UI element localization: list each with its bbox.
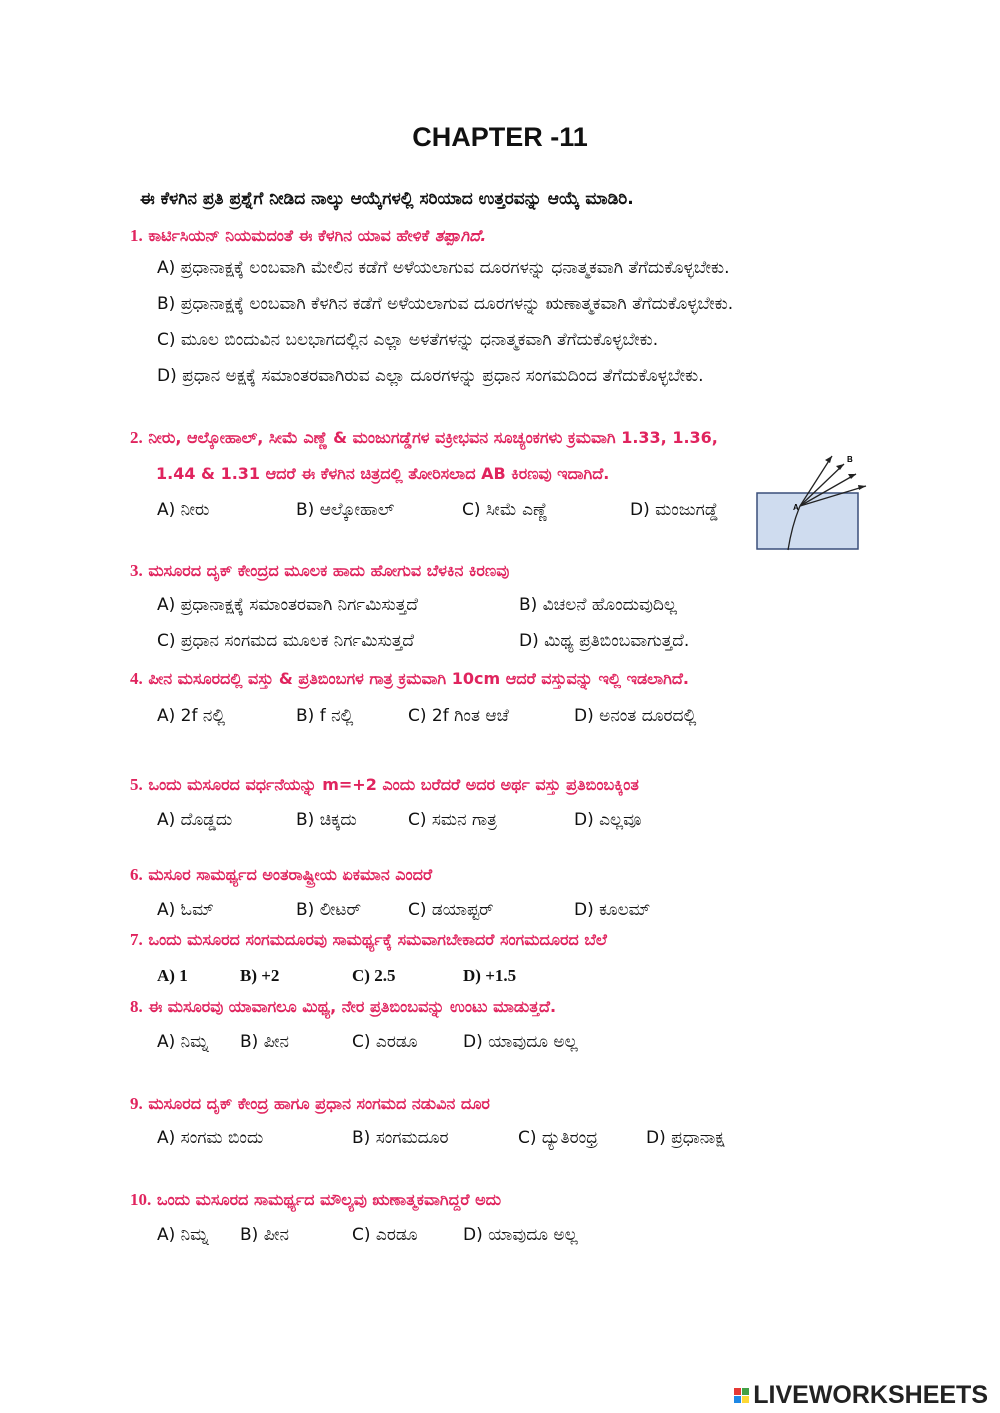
question-number: 1. [130,226,143,245]
chapter-title: CHAPTER -11 [412,122,588,152]
q3-option-d[interactable]: D) ಮಿಥ್ಯ ಪ್ರತಿಬಿಂಬವಾಗುತ್ತದೆ. [519,631,690,651]
question-number: 9. [130,1094,143,1113]
question-8 [130,997,556,1017]
q6-option-a[interactable]: A) ಓಮ್ [157,900,214,920]
question-4 [130,669,689,689]
q5-option-d[interactable]: D) ಎಲ್ಲವೂ [574,810,642,830]
q10-option-c[interactable]: C) ಎರಡೂ [352,1225,418,1245]
q5-option-b[interactable]: B) ಚಿಕ್ಕದು [296,810,357,830]
q6-option-b[interactable]: B) ಲೀಟರ್ [296,900,362,920]
point-b-label: B [847,455,853,464]
q10-option-d[interactable]: D) ಯಾವುದೂ ಅಲ್ಲ [463,1225,578,1245]
q3-option-c[interactable]: C) ಪ್ರಧಾನ ಸಂಗಮದ ಮೂಲಕ ನಿರ್ಗಮಿಸುತ್ತದೆ [157,631,415,651]
q5-option-a[interactable]: A) ದೊಡ್ಡದು [157,810,233,830]
q10-option-b[interactable]: B) ಪೀನ [240,1225,289,1245]
question-2-line2: 1.44 & 1.31 ಆದರೆ ಈ ಕೆಳಗಿನ ಚಿತ್ರದಲ್ಲಿ ತೋರಿಸಲಾದ AB ಕಿರಣವು ಇದಾಗಿದೆ. [156,464,610,483]
question-2 [130,428,718,448]
q7-option-b[interactable]: B) +2 [240,966,280,985]
q1-option-c[interactable]: C) ಮೂಲ ಬಿಂದುವಿನ ಬಲಭಾಗದಲ್ಲಿನ ಎಲ್ಲಾ ಅಳತೆಗಳನ್ನು ಧನಾತ್ಮಕವಾಗಿ ತೆಗೆದುಕೊಳ್ಳಬೇಕು. [157,330,659,350]
question-number: 10. [130,1190,152,1209]
question-text: ಒಂದು ಮಸೂರದ ವರ್ಧನೆಯನ್ನು m=+2 ಎಂದು ಬರೆದರೆ ಅದರ ಅರ್ಥ ವಸ್ತು ಪ್ರತಿಬಿಂಬಕ್ಕಿಂತ [148,775,639,794]
question-6 [130,865,432,885]
logo-mark-icon [734,1388,749,1403]
q3-option-a[interactable]: A) ಪ್ರಧಾನಾಕ್ಷಕ್ಕೆ ಸಮಾಂತರವಾಗಿ ನಿರ್ಗಮಿಸುತ್ತದೆ [157,595,418,615]
q4-option-c[interactable]: C) 2f ಗಿಂತ ಆಚೆ [408,706,509,726]
question-number: 4. [130,669,143,688]
q9-option-d[interactable]: D) ಪ್ರಧಾನಾಕ್ಷ [646,1128,725,1148]
question-text: ಮಸೂರ ಸಾಮರ್ಥ್ಯದ ಅಂತರಾಷ್ಟ್ರೀಯ ಏಕಮಾನ ಎಂದರೆ [148,865,433,884]
arrowhead-2 [836,464,844,470]
question-1 [130,226,486,246]
question-text: ಮಸೂರದ ದೃಕ್ ಕೇಂದ್ರದ ಮೂಲಕ ಹಾದು ಹೋಗುವ ಬೆಳಕಿನ ಕಿರಣವು [148,561,510,580]
question-number: 2. [130,428,143,447]
question-3 [130,561,509,581]
q1-option-b[interactable]: B) ಪ್ರಧಾನಾಕ್ಷಕ್ಕೆ ಲಂಬವಾಗಿ ಕೆಳಗಿನ ಕಡೆಗೆ ಅಳೆಯಲಾಗುವ ದೂರಗಳನ್ನು ಋಣಾತ್ಮಕವಾಗಿ ತೆಗೆದುಕೊಳ್ಳಬೇಕು. [157,294,734,314]
point-a-label: A [793,503,799,512]
q8-option-c[interactable]: C) ಎರಡೂ [352,1032,418,1052]
q9-option-b[interactable]: B) ಸಂಗಮದೂರ [352,1128,449,1148]
question-text: ಈ ಮಸೂರವು ಯಾವಾಗಲೂ ಮಿಥ್ಯ, ನೇರ ಪ್ರತಿಬಿಂಬವನ್ನು ಉಂಟು ಮಾಡುತ್ತದೆ. [148,997,557,1016]
q2-option-a[interactable]: A) ನೀರು [157,500,210,520]
q2-option-c[interactable]: C) ಸೀಮೆ ಎಣ್ಣೆ [462,500,548,520]
question-5 [130,775,639,795]
logo-text: LIVEWORKSHEETS [753,1380,988,1409]
question-10 [130,1190,501,1210]
q1-option-a[interactable]: A) ಪ್ರಧಾನಾಕ್ಷಕ್ಕೆ ಲಂಬವಾಗಿ ಮೇಲಿನ ಕಡೆಗೆ ಅಳೆಯಲಾಗುವ ದೂರಗಳನ್ನು ಧನಾತ್ಮಕವಾಗಿ ತೆಗೆದುಕೊಳ್ಳಬೇಕು. [157,258,730,278]
q2-option-b[interactable]: B) ಆಲ್ಕೋಹಾಲ್ [296,500,395,520]
q7-option-c[interactable]: C) 2.5 [352,966,396,985]
question-text: ಮಸೂರದ ದೃಕ್ ಕೇಂದ್ರ ಹಾಗೂ ಪ್ರಧಾನ ಸಂಗಮದ ನಡುವಿನ ದೂರ [148,1094,490,1113]
question-text: ಪೀನ ಮಸೂರದಲ್ಲಿ ವಸ್ತು & ಪ್ರತಿಬಿಂಬಗಳ ಗಾತ್ರ ಕ್ರಮವಾಗಿ 10cm ಆದರೆ ವಸ್ತುವನ್ನು ಇಲ್ಲಿ ಇಡಲಾಗಿದೆ. [148,669,689,688]
q7-option-a[interactable]: A) 1 [157,966,188,985]
question-number: 8. [130,997,143,1016]
question-text: ಒಂದು ಮಸೂರದ ಸಾಮರ್ಥ್ಯದ ಮೌಲ್ಯವು ಋಣಾತ್ಮಕವಾಗಿದ್ದರೆ ಅದು [156,1190,502,1209]
question-7 [130,930,607,950]
question-number: 7. [130,930,143,949]
q3-option-b[interactable]: B) ವಿಚಲನೆ ಹೊಂದುವುದಿಲ್ಲ [519,595,677,615]
q10-option-a[interactable]: A) ನಿಮ್ನ [157,1225,209,1245]
question-9 [130,1094,490,1114]
q8-option-b[interactable]: B) ಪೀನ [240,1032,289,1052]
q4-option-d[interactable]: D) ಅನಂತ ದೂರದಲ್ಲಿ [574,706,697,726]
question-number: 6. [130,865,143,884]
question-text-line1: ನೀರು, ಆಲ್ಕೋಹಾಲ್, ಸೀಮೆ ಎಣ್ಣೆ & ಮಂಜುಗಡ್ಡೆಗಳ ವಕ್ರೀಭವನ ಸೂಚ್ಯಂಕಗಳು ಕ್ರಮವಾಗಿ 1.33, 1.36, [148,428,718,447]
q4-option-b[interactable]: B) f ನಲ್ಲಿ [296,706,354,726]
q5-option-c[interactable]: C) ಸಮನ ಗಾತ್ರ [408,810,497,830]
question-emphasis: ತಪ್ಪಾಗಿದೆ. [434,226,487,245]
question-text: ಕಾರ್ಟಿಸಿಯನ್ ನಿಯಮದಂತೆ ಈ ಕೆಳಗಿನ ಯಾವ ಹೇಳಿಕೆ [148,226,435,245]
q8-option-a[interactable]: A) ನಿಮ್ನ [157,1032,209,1052]
q6-option-d[interactable]: D) ಕೂಲಮ್ [574,900,651,920]
question-number: 3. [130,561,143,580]
q7-option-d[interactable]: D) +1.5 [463,966,517,985]
liveworksheets-logo[interactable] [734,1380,988,1410]
q6-option-c[interactable]: C) ಡಯಾಪ್ಟರ್ [408,900,494,920]
question-number: 5. [130,775,143,794]
q9-option-c[interactable]: C) ದ್ಯುತಿರಂಧ್ರ [518,1128,598,1148]
question-text: ಒಂದು ಮಸೂರದ ಸಂಗಮದೂರವು ಸಾಮರ್ಥ್ಯಕ್ಕೆ ಸಮವಾಗಬೇಕಾದರೆ ಸಂಗಮದೂರದ ಬೆಲೆ [148,930,607,949]
q9-option-a[interactable]: A) ಸಂಗಮ ಬಿಂದು [157,1128,264,1148]
arrowhead-1 [825,456,832,463]
q8-option-d[interactable]: D) ಯಾವುದೂ ಅಲ್ಲ [463,1032,578,1052]
refraction-diagram [752,450,877,555]
q1-option-d[interactable]: D) ಪ್ರಧಾನ ಅಕ್ಷಕ್ಕೆ ಸಮಾಂತರವಾಗಿರುವ ಎಲ್ಲಾ ದೂರಗಳನ್ನು ಪ್ರಧಾನ ಸಂಗಮದಿಂದ ತೆಗೆದುಕೊಳ್ಳಬೇಕು. [157,366,704,386]
q2-option-d[interactable]: D) ಮಂಜುಗಡ್ಡೆ [630,500,719,520]
q4-option-a[interactable]: A) 2f ನಲ್ಲಿ [157,706,226,726]
instruction-text: ಈ ಕೆಳಗಿನ ಪ್ರತಿ ಪ್ರಶ್ನೆಗೆ ನೀಡಿದ ನಾಲ್ಕು ಆಯ್ಕೆಗಳಲ್ಲಿ ಸರಿಯಾದ ಉತ್ತರವನ್ನು ಆಯ್ಕೆ ಮಾಡಿರಿ. [140,189,634,209]
